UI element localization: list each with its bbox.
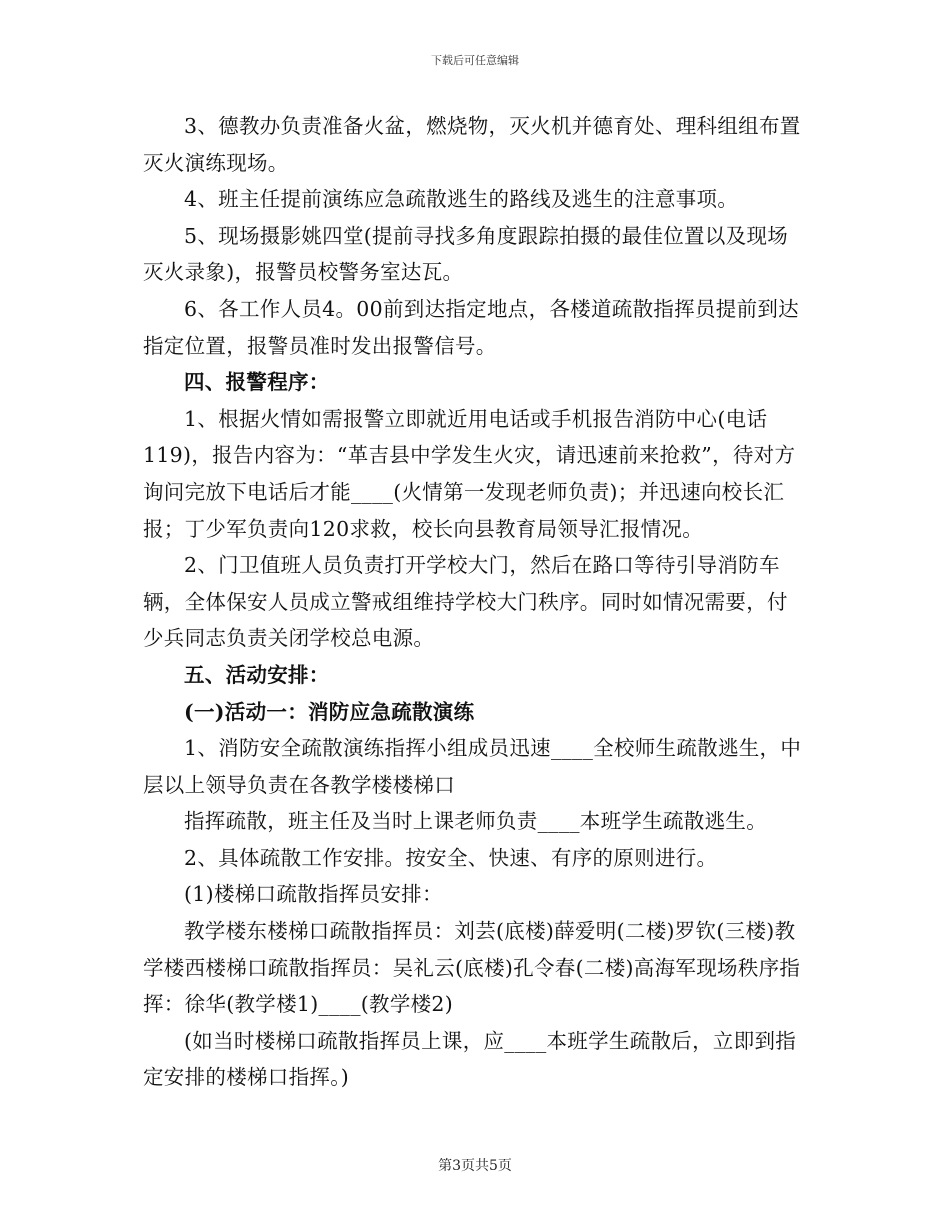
paragraph-evacuation-direction: 指挥疏散，班主任及当时上课老师负责____本班学生疏散逃生。 bbox=[184, 809, 767, 834]
paragraph-commander-note: (如当时楼梯口疏散指挥员上课，应____本班学生疏散后，立即到指定安排的楼梯口指挥。) bbox=[143, 1028, 797, 1090]
paragraph-stair-commanders-list: 教学楼东楼梯口疏散指挥员：刘芸(底楼)薛爱明(二楼)罗钦(三楼)教学楼西楼梯口疏散指挥员：吴礼云(底楼)孔令春(二楼)高海军现场秩序指挥：徐华(教学楼1)____(教学楼2) bbox=[143, 919, 801, 1017]
subsection-heading-evacuation-drill: (一)活动一：消防应急疏散演练 bbox=[184, 699, 475, 724]
paragraph-alarm-call: 1、根据火情如需报警立即就近用电话或手机报告消防中心(电话119)，报告内容为：“革吉县中学发生火灾，请迅速前来抢救”，待对方询问完放下电话后才能____(火情第一发现老师负责)；并迅速向校长汇报；丁少军负责向120求救，校长向县教育局领导汇报情况。 bbox=[143, 406, 796, 541]
paragraph-prep-fire-props: 3、德教办负责准备火盆，燃烧物，灭火机并德育处、理科组组布置灭火演练现场。 bbox=[143, 114, 801, 175]
paragraph-staff-arrival: 6、各工作人员4。00前到达指定地点，各楼道疏散指挥员提前到达指定位置，报警员准时发出报警信号。 bbox=[143, 296, 799, 358]
page-header: 下载后可任意编辑 bbox=[431, 54, 519, 67]
section-heading-activity-arrangement: 五、活动安排： bbox=[184, 662, 330, 687]
paragraph-evacuation-principles: 2、具体疏散工作安排。按安全、快速、有序的原则进行。 bbox=[184, 845, 718, 870]
document-body bbox=[143, 108, 807, 1096]
paragraph-gate-security: 2、门卫值班人员负责打开学校大门，然后在路口等待引导消防车辆，全体保安人员成立警戒组维持学校大门秩序。同时如情况需要，付少兵同志负责关闭学校总电源。 bbox=[143, 553, 788, 651]
paragraph-class-teacher-drill: 4、班主任提前演练应急疏散逃生的路线及逃生的注意事项。 bbox=[184, 187, 739, 212]
paragraph-drill-command: 1、消防安全疏散演练指挥小组成员迅速____全校师生疏散逃生，中层以上领导负责在各教学楼楼梯口 bbox=[143, 736, 802, 797]
section-heading-alarm-procedure: 四、报警程序： bbox=[184, 370, 330, 395]
paragraph-photography: 5、现场摄影姚四堂(提前寻找多角度跟踪拍摄的最佳位置以及现场灭火录象)，报警员校警务室达瓦。 bbox=[143, 223, 789, 285]
page-footer: 第3页共5页 bbox=[438, 1158, 512, 1174]
paragraph-stair-commanders-title: (1)楼梯口疏散指挥员安排： bbox=[184, 882, 443, 907]
